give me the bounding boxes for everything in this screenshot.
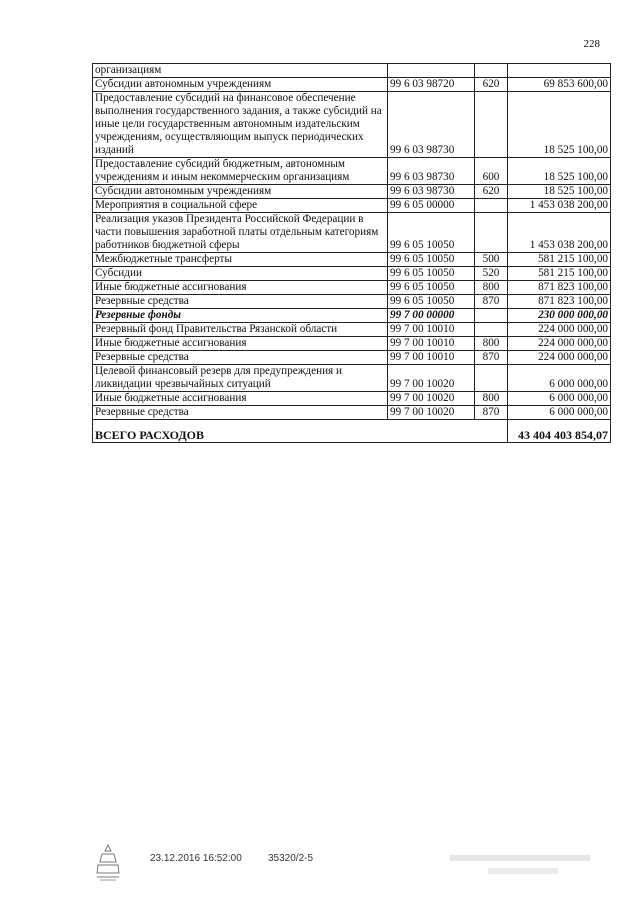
row-type	[475, 323, 508, 337]
row-type: 620	[475, 78, 508, 92]
row-code: 99 7 00 10010	[388, 323, 475, 337]
row-code: 99 6 03 98720	[388, 78, 475, 92]
row-code: 99 7 00 10020	[388, 392, 475, 406]
row-sum: 581 215 100,00	[508, 267, 611, 281]
table-row	[93, 199, 611, 213]
row-type	[475, 199, 508, 213]
row-type: 520	[475, 267, 508, 281]
row-name: Резервные средства	[93, 351, 388, 365]
table-row	[93, 267, 611, 281]
row-type: 800	[475, 337, 508, 351]
row-code: 99 7 00 00000	[388, 309, 475, 323]
row-code: 99 6 05 10050	[388, 253, 475, 267]
table-row	[93, 281, 611, 295]
row-type	[475, 365, 508, 392]
table-row	[93, 295, 611, 309]
row-name: Предоставление субсидий на финансовое обеспечение выполнения государственного задания, а также субсидий на иные цели государственным автономным издательским учреждениям, осуществляющим выпуск периодических изданий	[93, 92, 388, 158]
row-sum: 224 000 000,00	[508, 323, 611, 337]
budget-table-body	[93, 64, 611, 443]
row-sum: 1 453 038 200,00	[508, 199, 611, 213]
row-sum: 581 215 100,00	[508, 253, 611, 267]
row-name: Реализация указов Президента Российской Федерации в части повышения заработной платы отдельным категориям работников бюджетной сферы	[93, 213, 388, 253]
row-sum: 6 000 000,00	[508, 406, 611, 420]
row-code: 99 6 05 00000	[388, 199, 475, 213]
row-name: Резервные средства	[93, 406, 388, 420]
footer-doc-number: 35320/2-5	[268, 853, 314, 864]
row-code: 99 6 03 98730	[388, 158, 475, 185]
row-sum: 871 823 100,00	[508, 295, 611, 309]
row-name: Межбюджетные трансферты	[93, 253, 388, 267]
row-name: Резервные фонды	[93, 309, 388, 323]
row-sum	[508, 64, 611, 78]
row-sum: 871 823 100,00	[508, 281, 611, 295]
row-name: Предоставление субсидий бюджетным, автономным учреждениям и иным некоммерческим организациям	[93, 158, 388, 185]
total-type-empty	[475, 420, 508, 443]
footer-datetime: 23.12.2016 16:52:00	[150, 853, 242, 864]
row-type	[475, 213, 508, 253]
row-name: Иные бюджетные ассигнования	[93, 392, 388, 406]
row-sum: 224 000 000,00	[508, 337, 611, 351]
total-row	[93, 420, 611, 443]
document-stamp-icon	[95, 842, 121, 882]
row-sum: 230 000 000,00	[508, 309, 611, 323]
table-row	[93, 92, 611, 158]
row-code: 99 7 00 10020	[388, 365, 475, 392]
row-code: 99 7 00 10010	[388, 351, 475, 365]
row-name: организациям	[93, 64, 388, 78]
row-type: 620	[475, 185, 508, 199]
table-row	[93, 337, 611, 351]
row-sum: 6 000 000,00	[508, 392, 611, 406]
faded-watermark-icon	[448, 852, 598, 880]
table-row	[93, 213, 611, 253]
row-code: 99 6 05 10050	[388, 281, 475, 295]
row-type	[475, 92, 508, 158]
table-row	[93, 253, 611, 267]
row-sum: 18 525 100,00	[508, 185, 611, 199]
page-number: 228	[583, 38, 600, 50]
row-name: Иные бюджетные ассигнования	[93, 337, 388, 351]
row-code: 99 6 05 10050	[388, 267, 475, 281]
row-code: 99 6 05 10050	[388, 213, 475, 253]
row-sum: 69 853 600,00	[508, 78, 611, 92]
row-sum: 18 525 100,00	[508, 92, 611, 158]
row-name: Резервные средства	[93, 295, 388, 309]
row-code: 99 6 05 10050	[388, 295, 475, 309]
row-sum: 224 000 000,00	[508, 351, 611, 365]
table-row	[93, 406, 611, 420]
table-row-section	[93, 309, 611, 323]
row-sum: 1 453 038 200,00	[508, 213, 611, 253]
row-name: Субсидии	[93, 267, 388, 281]
row-name: Субсидии автономным учреждениям	[93, 78, 388, 92]
total-sum: 43 404 403 854,07	[508, 420, 611, 443]
row-type: 600	[475, 158, 508, 185]
row-sum: 18 525 100,00	[508, 158, 611, 185]
budget-table	[92, 63, 611, 443]
row-type: 800	[475, 392, 508, 406]
row-type	[475, 309, 508, 323]
row-type: 870	[475, 351, 508, 365]
row-type: 500	[475, 253, 508, 267]
row-name: Иные бюджетные ассигнования	[93, 281, 388, 295]
row-code: 99 7 00 10010	[388, 337, 475, 351]
row-name: Резервный фонд Правительства Рязанской области	[93, 323, 388, 337]
row-code: 99 6 03 98730	[388, 92, 475, 158]
table-row	[93, 392, 611, 406]
row-name: Целевой финансовый резерв для предупреждения и ликвидации чрезвычайных ситуаций	[93, 365, 388, 392]
table-row	[93, 351, 611, 365]
row-code: 99 6 03 98730	[388, 185, 475, 199]
table-row	[93, 78, 611, 92]
row-code: 99 7 00 10020	[388, 406, 475, 420]
row-type: 870	[475, 406, 508, 420]
total-code-empty	[388, 420, 475, 443]
table-row	[93, 365, 611, 392]
row-type: 870	[475, 295, 508, 309]
table-row	[93, 185, 611, 199]
table-row	[93, 64, 611, 78]
table-row	[93, 323, 611, 337]
row-type	[475, 64, 508, 78]
row-sum: 6 000 000,00	[508, 365, 611, 392]
row-name: Субсидии автономным учреждениям	[93, 185, 388, 199]
table-row	[93, 158, 611, 185]
row-name: Мероприятия в социальной сфере	[93, 199, 388, 213]
total-label: ВСЕГО РАСХОДОВ	[93, 420, 388, 443]
row-type: 800	[475, 281, 508, 295]
row-code	[388, 64, 475, 78]
